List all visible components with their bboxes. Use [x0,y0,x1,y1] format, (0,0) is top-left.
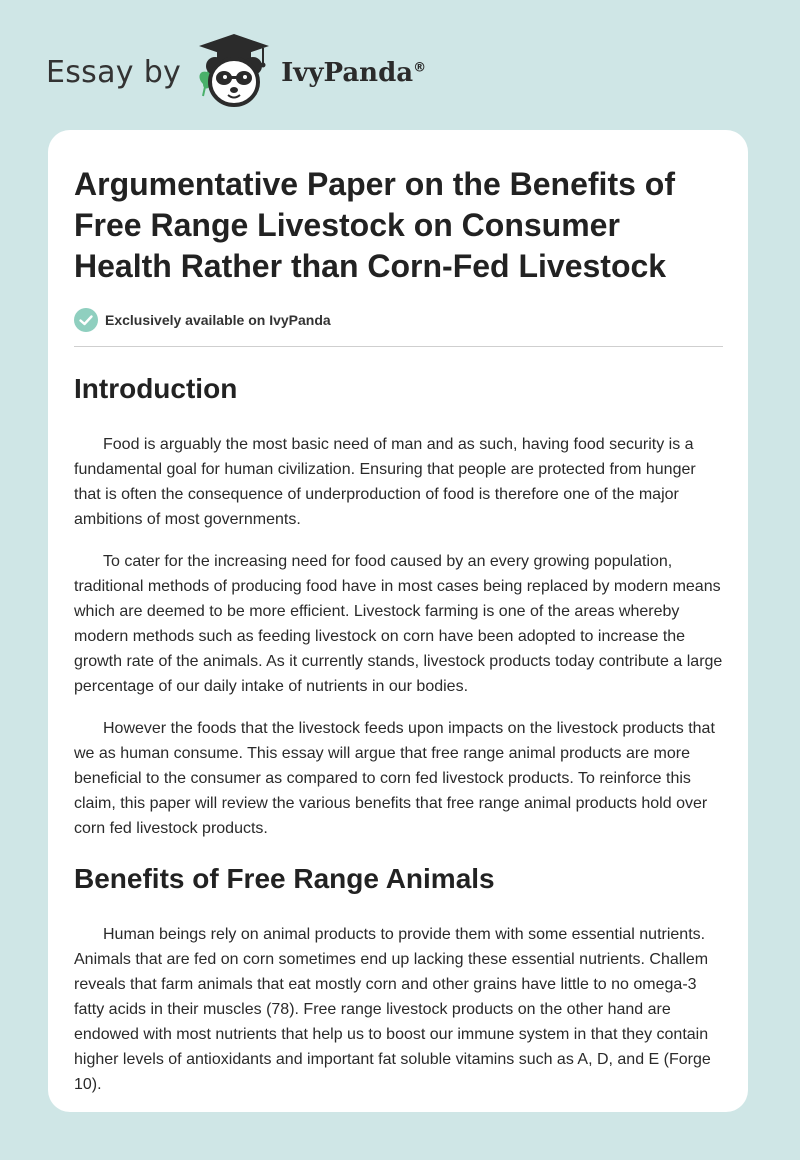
ivypanda-logo-icon [193,32,275,112]
check-circle-icon [74,308,98,332]
ivypanda-brand [281,58,426,88]
paragraph: To cater for the increasing need for food caused by an every growing population, traditional methods of producing food have in most cases being replaced by modern means which are deemed to be more efficient. Livestock farming is one of the areas whereby modern methods such as feeding livestock on corn have been adopted to increase the growth rate of the animals. As it currently stands, livestock products today contribute a large percentage of our daily intake of nutrients in our bodies. [74,553,723,695]
brand-name: IvyPanda [281,58,414,88]
essay-by-label: Essay by [46,54,182,90]
essay-card [48,130,748,1112]
paragraph: However the foods that the livestock feeds upon impacts on the livestock products that we as human consume. This essay will argue that free range animal products are more beneficial to the consumer as compared to corn fed livestock products. To reinforce this claim, this paper will review the various benefits that free range animal products hold over corn fed livestock products. [74,720,715,837]
essay-title: Argumentative Paper on the Benefits of Free Range Livestock on Consumer Health Rather than Corn-Fed Livestock [74,166,675,284]
exclusive-badge [74,307,722,333]
registered-mark: ® [413,60,427,76]
exclusive-label: Exclusively available on IvyPanda [105,312,331,328]
site-header [46,32,506,112]
paragraph: Human beings rely on animal products to provide them with some essential nutrients. Animals that are fed on corn sometimes end up lacking these essential nutrients. Challem reveals that farm animals that eat mostly corn and other grains have little to no omega-3 fatty acids in their muscles (78). Free range livestock products on the other hand are endowed with most nutrients that help us to boost our immune system in that they contain higher levels of antioxidants and important fat soluble vitamins such as A, D, and E (Forge 10). [74,926,711,1093]
divider [74,346,723,347]
section-heading-benefits: Benefits of Free Range Animals [74,863,495,894]
paragraph: Food is arguably the most basic need of man and as such, having food security is a fundamental goal for human civilization. Ensuring that people are protected from hunger that is often the consequence of underproduction of food is therefore one of the major ambitions of most governments. [74,436,696,528]
section-heading-introduction: Introduction [74,373,238,404]
